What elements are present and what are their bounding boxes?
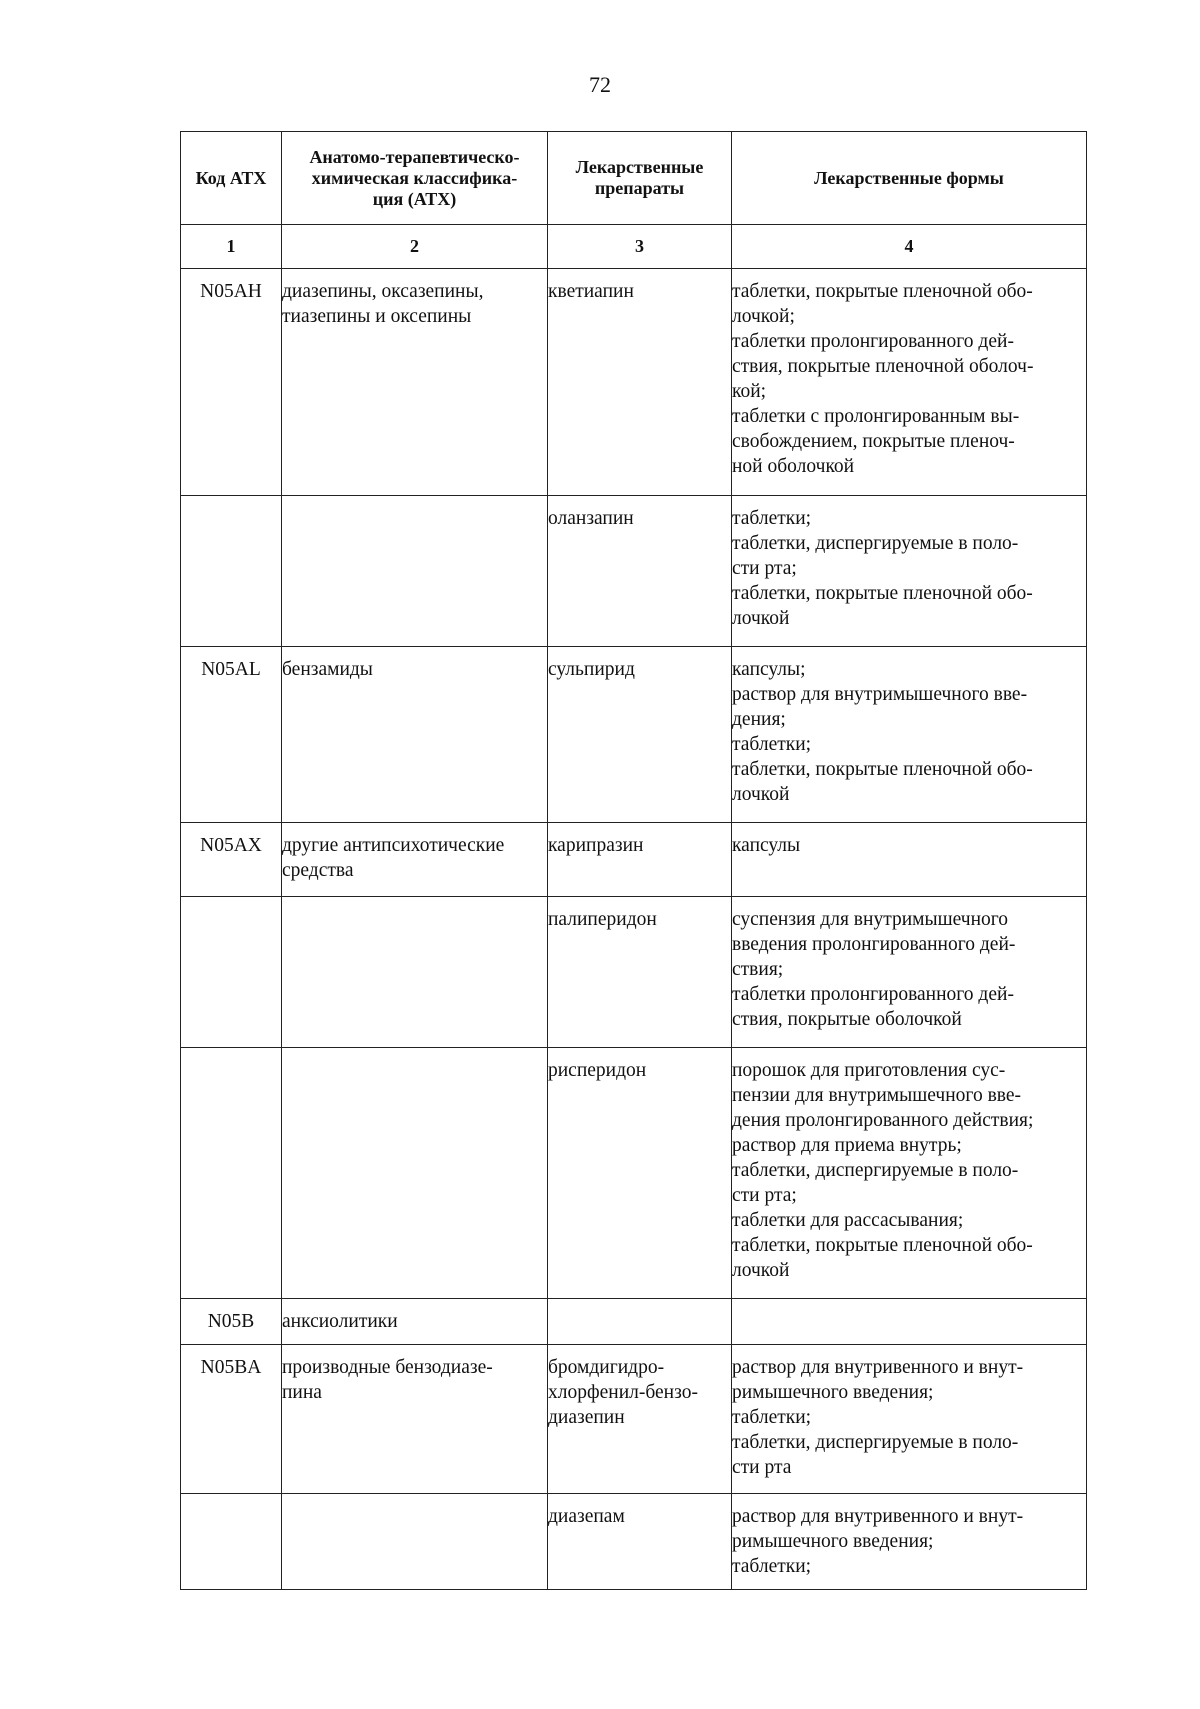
dosage-forms-cell: капсулы; раствор для внутримышечного вве- дения; таблетки; таблетки, покрытые пленочной обо- лочкой <box>732 647 1087 823</box>
table-row <box>181 1345 1087 1494</box>
classification-cell: производные бензодиазе- пина <box>282 1345 548 1494</box>
classification-cell <box>282 1494 548 1590</box>
drug-cell: бромдигидро- хлорфенил-бензо- диазепин <box>548 1345 732 1494</box>
table-row <box>181 1299 1087 1345</box>
atx-code-cell <box>181 1494 282 1590</box>
atx-code-cell: N05AH <box>181 269 282 496</box>
dosage-forms-cell: таблетки, покрытые пленочной обо- лочкой; таблетки пролонгированного дей- ствия, покрытые пленочной оболоч- кой; таблетки с пролонгированным вы- свобождением, покрытые пленоч- ной оболочкой <box>732 269 1087 496</box>
atx-code-cell: N05B <box>181 1299 282 1345</box>
dosage-forms-cell: порошок для приготовления сус- пензии для внутримышечного вве- дения пролонгированного действия; раствор для приема внутрь; таблетки, диспергируемые в поло- сти рта; таблетки для рассасывания; таблетки, покрытые пленочной обо- лочкой <box>732 1048 1087 1299</box>
atx-code-cell <box>181 897 282 1048</box>
dosage-forms-cell: капсулы <box>732 823 1087 897</box>
atx-code-cell <box>181 1048 282 1299</box>
classification-cell: другие антипсихотические средства <box>282 823 548 897</box>
drug-cell: палиперидон <box>548 897 732 1048</box>
table-row <box>181 897 1087 1048</box>
atx-code-cell <box>181 496 282 647</box>
column-number: 2 <box>282 225 548 269</box>
atx-table <box>180 131 1087 1590</box>
page-number: 72 <box>589 72 611 97</box>
dosage-forms-cell <box>732 1299 1087 1345</box>
dosage-forms-cell: таблетки; таблетки, диспергируемые в поло- сти рта; таблетки, покрытые пленочной обо- лочкой <box>732 496 1087 647</box>
table-row <box>181 1048 1087 1299</box>
drug-cell: сульпирид <box>548 647 732 823</box>
drug-cell <box>548 1299 732 1345</box>
classification-cell: диазепины, оксазепины, тиазепины и оксепины <box>282 269 548 496</box>
column-number: 1 <box>181 225 282 269</box>
classification-cell: бензамиды <box>282 647 548 823</box>
atx-code-cell: N05AL <box>181 647 282 823</box>
drug-cell: кветиапин <box>548 269 732 496</box>
table-row <box>181 496 1087 647</box>
atx-code-cell: N05AX <box>181 823 282 897</box>
header-medicines: Лекарственные препараты <box>548 132 732 225</box>
drug-cell: диазепам <box>548 1494 732 1590</box>
header-atx-classification: Анатомо-терапевтическо- химическая классифика- ция (АТХ) <box>282 132 548 225</box>
classification-cell: анксиолитики <box>282 1299 548 1345</box>
header-dosage-forms: Лекарственные формы <box>732 132 1087 225</box>
classification-cell <box>282 897 548 1048</box>
column-number: 3 <box>548 225 732 269</box>
dosage-forms-cell: суспензия для внутримышечного введения пролонгированного дей- ствия; таблетки пролонгированного дей- ствия, покрытые оболочкой <box>732 897 1087 1048</box>
header-row <box>181 132 1087 225</box>
column-number-row <box>181 225 1087 269</box>
table-row <box>181 823 1087 897</box>
header-atx-code: Код АТХ <box>181 132 282 225</box>
drug-cell: карипразин <box>548 823 732 897</box>
table-row <box>181 647 1087 823</box>
table-row <box>181 269 1087 496</box>
drug-cell: оланзапин <box>548 496 732 647</box>
atx-code-cell: N05BA <box>181 1345 282 1494</box>
dosage-forms-cell: раствор для внутривенного и внут- римышечного введения; таблетки; таблетки, диспергируемые в поло- сти рта <box>732 1345 1087 1494</box>
classification-cell <box>282 496 548 647</box>
table-row <box>181 1494 1087 1590</box>
drug-cell: рисперидон <box>548 1048 732 1299</box>
classification-cell <box>282 1048 548 1299</box>
column-number: 4 <box>732 225 1087 269</box>
dosage-forms-cell: раствор для внутривенного и внут- римышечного введения; таблетки; <box>732 1494 1087 1590</box>
